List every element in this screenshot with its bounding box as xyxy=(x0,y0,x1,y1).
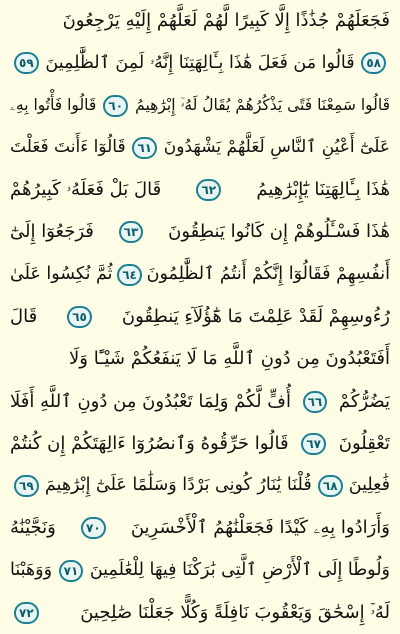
verse-number-marker: ٦٩ xyxy=(14,475,39,497)
verse-number-marker: ٦٤ xyxy=(117,264,142,286)
text-line xyxy=(10,85,390,127)
verse-text: وَنَجَّيْنَٰهُ xyxy=(10,517,56,539)
verse-text: هَٰذَا بِـَٔالِهَتِنَا يَٰٓإِبْرَٰهِيمُ xyxy=(256,179,390,201)
verse-text: هَٰذَا فَسْـَٔلُوهُمْ إِن كَانُوا يَنطِقُونَ xyxy=(168,221,390,243)
verse-number-marker: ٦٥ xyxy=(67,306,92,328)
verse-text: ثُمَّ نُكِسُوا عَلَىٰ xyxy=(10,263,113,284)
verse-text: وَأَرَادُوا بِهِۦ كَيْدًا فَجَعَلْنَٰهُمُ ٱلْأَخْسَرِينَ xyxy=(130,517,390,539)
text-line xyxy=(10,338,390,380)
verse-number-marker: ٦٠ xyxy=(103,95,128,117)
verse-text: أَفَتَعْبُدُونَ مِن دُونِ ٱللَّهِ مَا لَا يَنفَعُكُمْ شَيْـًٔا وَلَا xyxy=(69,348,390,370)
verse-text: وَلُوطًا إِلَى ٱلْأَرْضِ ٱلَّتِى بَٰرَكْنَا فِيهَا لِلْعَٰلَمِينَ xyxy=(89,559,390,580)
verse-text: يَضُرُّكُمْ xyxy=(338,390,390,412)
verse-text: فَٰعِلِينَ xyxy=(348,475,390,496)
text-line xyxy=(10,0,390,42)
verse-number-marker: ٥٨ xyxy=(361,52,386,74)
text-line xyxy=(10,254,390,296)
verse-text: قَالَ xyxy=(10,305,38,327)
verse-text: لَهُۥٓ إِسْحَٰقَ وَيَعْقُوبَ نَافِلَةً وَكُلًّا جَعَلْنَا صَٰلِحِينَ xyxy=(80,601,390,623)
verse-text: وَوَهَبْنَا xyxy=(10,559,53,580)
text-line xyxy=(10,127,390,169)
text-line xyxy=(10,592,390,634)
verse-text: أُفٍّ لَّكُمْ وَلِمَا تَعْبُدُونَ مِن دُونِ ٱللَّهِ أَفَلَا xyxy=(10,390,291,412)
verse-text: تَعْقِلُونَ xyxy=(338,432,390,454)
verse-text: عَلَىٰٓ أَعْيُنِ ٱلنَّاسِ لَعَلَّهُمْ يَشْهَدُونَ xyxy=(163,137,390,158)
text-line xyxy=(10,507,390,549)
verse-number-marker: ٧٢ xyxy=(14,602,39,624)
text-line xyxy=(10,549,390,591)
verse-number-marker: ٧٠ xyxy=(81,517,106,539)
verse-number-marker: ٦٢ xyxy=(196,179,221,201)
verse-text: قَالُوا حَرِّقُوهُ وَٱنصُرُوٓا ءَالِهَتَكُمْ إِن كُنتُمْ xyxy=(10,432,289,454)
text-line xyxy=(10,465,390,507)
text-line xyxy=(10,423,390,465)
text-line xyxy=(10,296,390,338)
verse-number-marker: ٦٧ xyxy=(301,433,326,455)
verse-number-marker: ٥٩ xyxy=(14,52,39,74)
verse-text: قَالُوا سَمِعْنَا فَتًى يَذْكُرُهُمْ يُقَالُ لَهُۥٓ إِبْرَٰهِيمُ xyxy=(135,95,390,114)
verse-text: قَالَ بَلْ فَعَلَهُۥ كَبِيرُهُمْ xyxy=(10,179,162,201)
verse-text: فَجَعَلَهُمْ جُذَٰذًا إِلَّا كَبِيرًا لَّهُمْ لَعَلَّهُمْ إِلَيْهِ يَرْجِعُونَ xyxy=(62,10,390,32)
verse-number-marker: ٦٨ xyxy=(318,475,343,497)
verse-text: قَالُوٓا ءَأَنتَ فَعَلْتَ xyxy=(10,137,126,158)
text-line xyxy=(10,42,390,84)
verse-text: رُءُوسِهِمْ لَقَدْ عَلِمْتَ مَا هَٰٓؤُلَآءِ يَنطِقُونَ xyxy=(121,305,390,327)
verse-number-marker: ٦١ xyxy=(132,137,157,159)
verse-text: فَرَجَعُوٓا إِلَىٰٓ xyxy=(10,221,94,243)
verse-number-marker: ٦٣ xyxy=(119,221,144,243)
text-line xyxy=(10,169,390,211)
text-line xyxy=(10,380,390,422)
verse-text: أَنفُسِهِمْ فَقَالُوٓا إِنَّكُمْ أَنتُمُ ٱلظَّٰلِمُونَ xyxy=(146,263,390,284)
verse-number-marker: ٦٦ xyxy=(303,391,328,413)
text-line xyxy=(10,211,390,253)
verse-text: قُلْنَا يَٰنَارُ كُونِى بَرْدًا وَسَلَٰمًا عَلَىٰٓ إِبْرَٰهِيمَ xyxy=(44,475,312,496)
verse-text: قَالُوا فَأْتُوا بِهِۦ xyxy=(10,95,97,114)
verse-number-marker: ٧١ xyxy=(59,560,84,582)
verse-text: قَالُوا مَن فَعَلَ هَٰذَا بِـَٔالِهَتِنَا إِنَّهُۥ لَمِنَ ٱلظَّٰلِمِينَ xyxy=(45,52,355,73)
